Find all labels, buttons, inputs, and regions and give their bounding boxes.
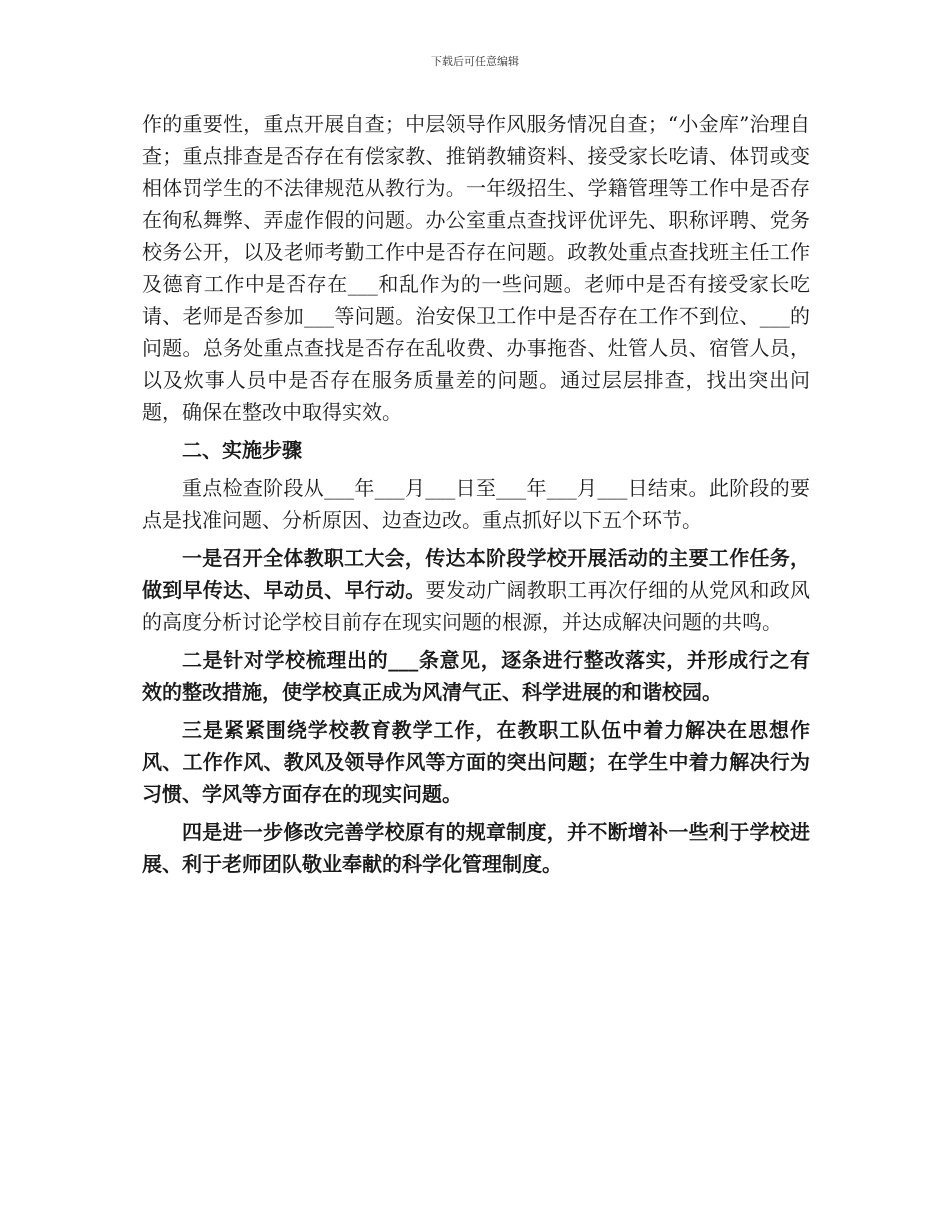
item-1-bold-text: 一是召开全体教职工大会，传达本阶段学校开展活动的主要工作任务，做到早传达、早动员、早行动。 [142, 546, 810, 602]
paragraph-item-4: 四是进一步修改完善学校原有的规章制度，并不断增补一些利于学校进展、利于老师团队敬业奉献的科学化管理制度。 [142, 820, 810, 876]
paragraph-intro: 作的重要性，重点开展自查；中层领导作风服务情况自查；“小金库”治理自查；重点排查是否存在有偿家教、推销教辅资料、接受家长吃请、体罚或变相体罚学生的不法律规范从教行为。一年级招生、学籍管理等工作中是否存在徇私舞弊、弄虚作假的问题。办公室重点查找评优评先、职称评聘、党务校务公开，以及老师考勤工作中是否存在问题。政教处重点查找班主任工作及德育工作中是否存在___和乱作为的一些问题。老师中是否有接受家长吃请、老师是否参加___等问题。治安保卫工作中是否存在工作不到位、___的问题。总务处重点查找是否存在乱收费、办事拖沓、灶管人员、宿管人员，以及炊事人员中是否存在服务质量差的问题。通过层层排查，找出突出问题，确保在整改中取得实效。 [142, 112, 810, 424]
paragraph-item-3: 三是紧紧围绕学校教育教学工作，在教职工队伍中着力解决在思想作风、工作作风、教风及领导作风等方面的突出问题；在学生中着力解决行为习惯、学风等方面存在的现实问题。 [142, 718, 810, 806]
document-body [142, 108, 810, 880]
item-1-text: 要发动广阔教职工再次仔细的从党风和政风的高度分析讨论学校目前存在现实问题的根源，并达成解决问题的共鸣。 [142, 578, 810, 634]
paragraph-item-2: 二是针对学校梳理出的___条意见，逐条进行整改落实，并形成行之有效的整改措施，使学校真正成为风清气正、科学进展的和谐校园。 [142, 648, 810, 704]
paragraph-schedule: 重点检查阶段从___年___月___日至___年___月___日结束。此阶段的要点是找准问题、分析原因、边查边改。重点抓好以下五个环节。 [142, 476, 810, 532]
section-heading: 二、实施步骤 [182, 438, 302, 462]
page-header: 下载后可任意编辑 [431, 55, 519, 68]
paragraph-item-1 [142, 542, 810, 638]
